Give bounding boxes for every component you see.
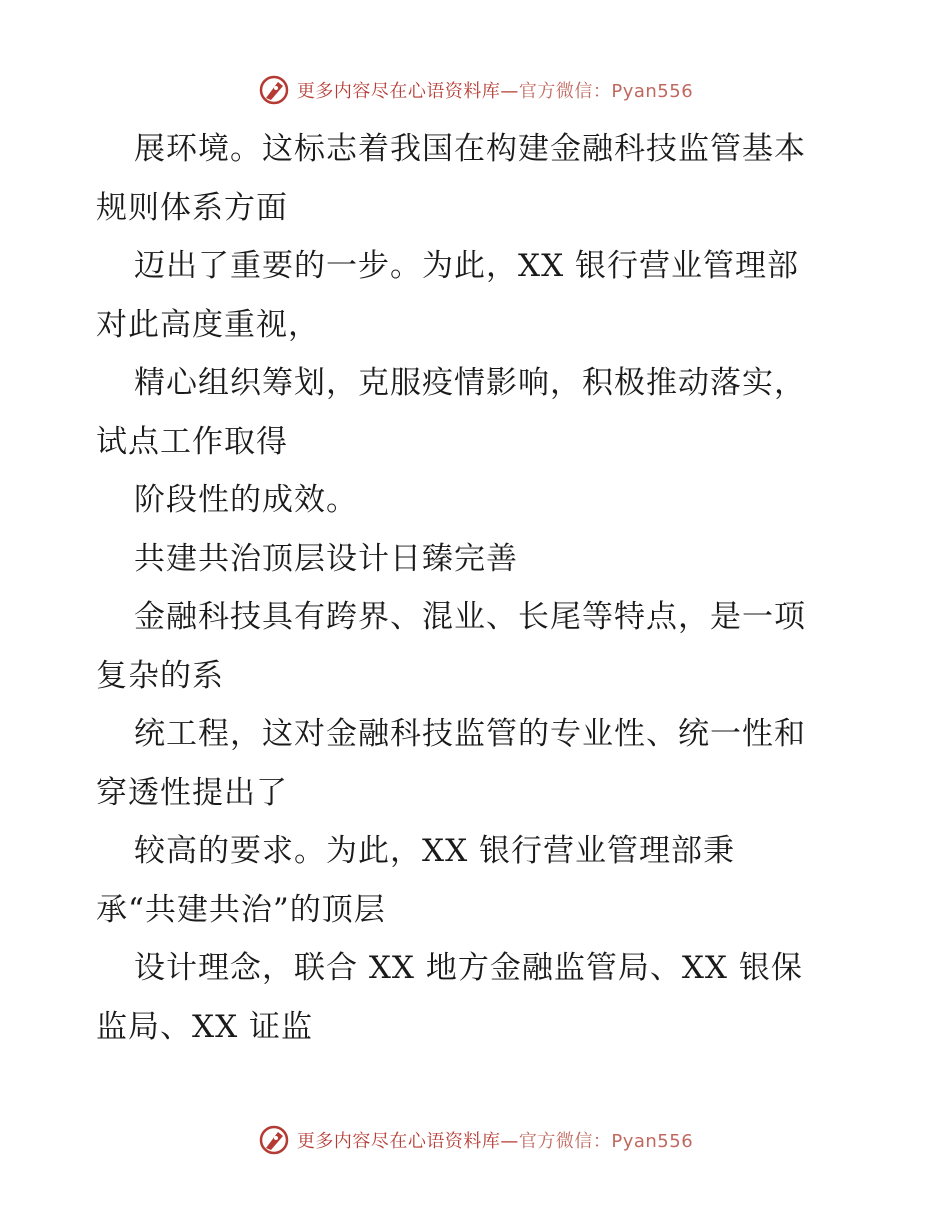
banner-text: 更多内容尽在心语资料库—官方微信：Pyan556 xyxy=(296,81,694,102)
text-line: 阶段性的成效。 xyxy=(134,482,358,518)
text-line: 展环境。这标志着我国在构建金融科技监管基本 xyxy=(134,131,806,167)
banner-text: 更多内容尽在心语资料库—官方微信：Pyan556 xyxy=(296,1131,694,1152)
text-line: 迈出了重要的一步。为此，XX 银行营业管理部 xyxy=(134,248,799,284)
text-line: 金融科技具有跨界、混业、长尾等特点，是一项 xyxy=(134,599,806,635)
text-line: 对此高度重视， xyxy=(96,306,320,343)
text-line: 共建共治顶层设计日臻完善 xyxy=(134,540,518,577)
pen-nib-logo-icon xyxy=(257,73,291,107)
text-line: 穿透性提出了 xyxy=(96,774,288,811)
header-watermark-banner xyxy=(0,70,950,110)
footer-watermark-banner xyxy=(0,1120,950,1160)
pen-nib-logo-icon xyxy=(257,1123,291,1157)
text-line: 规则体系方面 xyxy=(96,189,288,226)
text-line: 承“共建共治”的顶层 xyxy=(96,891,386,928)
text-line: 设计理念，联合 XX 地方金融监管局、XX 银保 xyxy=(134,950,803,986)
document-body xyxy=(96,120,866,1056)
text-line: 试点工作取得 xyxy=(96,423,288,460)
text-line: 精心组织筹划，克服疫情影响，积极推动落实， xyxy=(134,365,806,401)
text-line: 统工程，这对金融科技监管的专业性、统一性和 xyxy=(134,716,806,752)
text-line: 复杂的系 xyxy=(96,657,224,694)
text-line: 较高的要求。为此，XX 银行营业管理部秉 xyxy=(134,833,735,869)
text-line: 监局、XX 证监 xyxy=(96,1008,313,1045)
